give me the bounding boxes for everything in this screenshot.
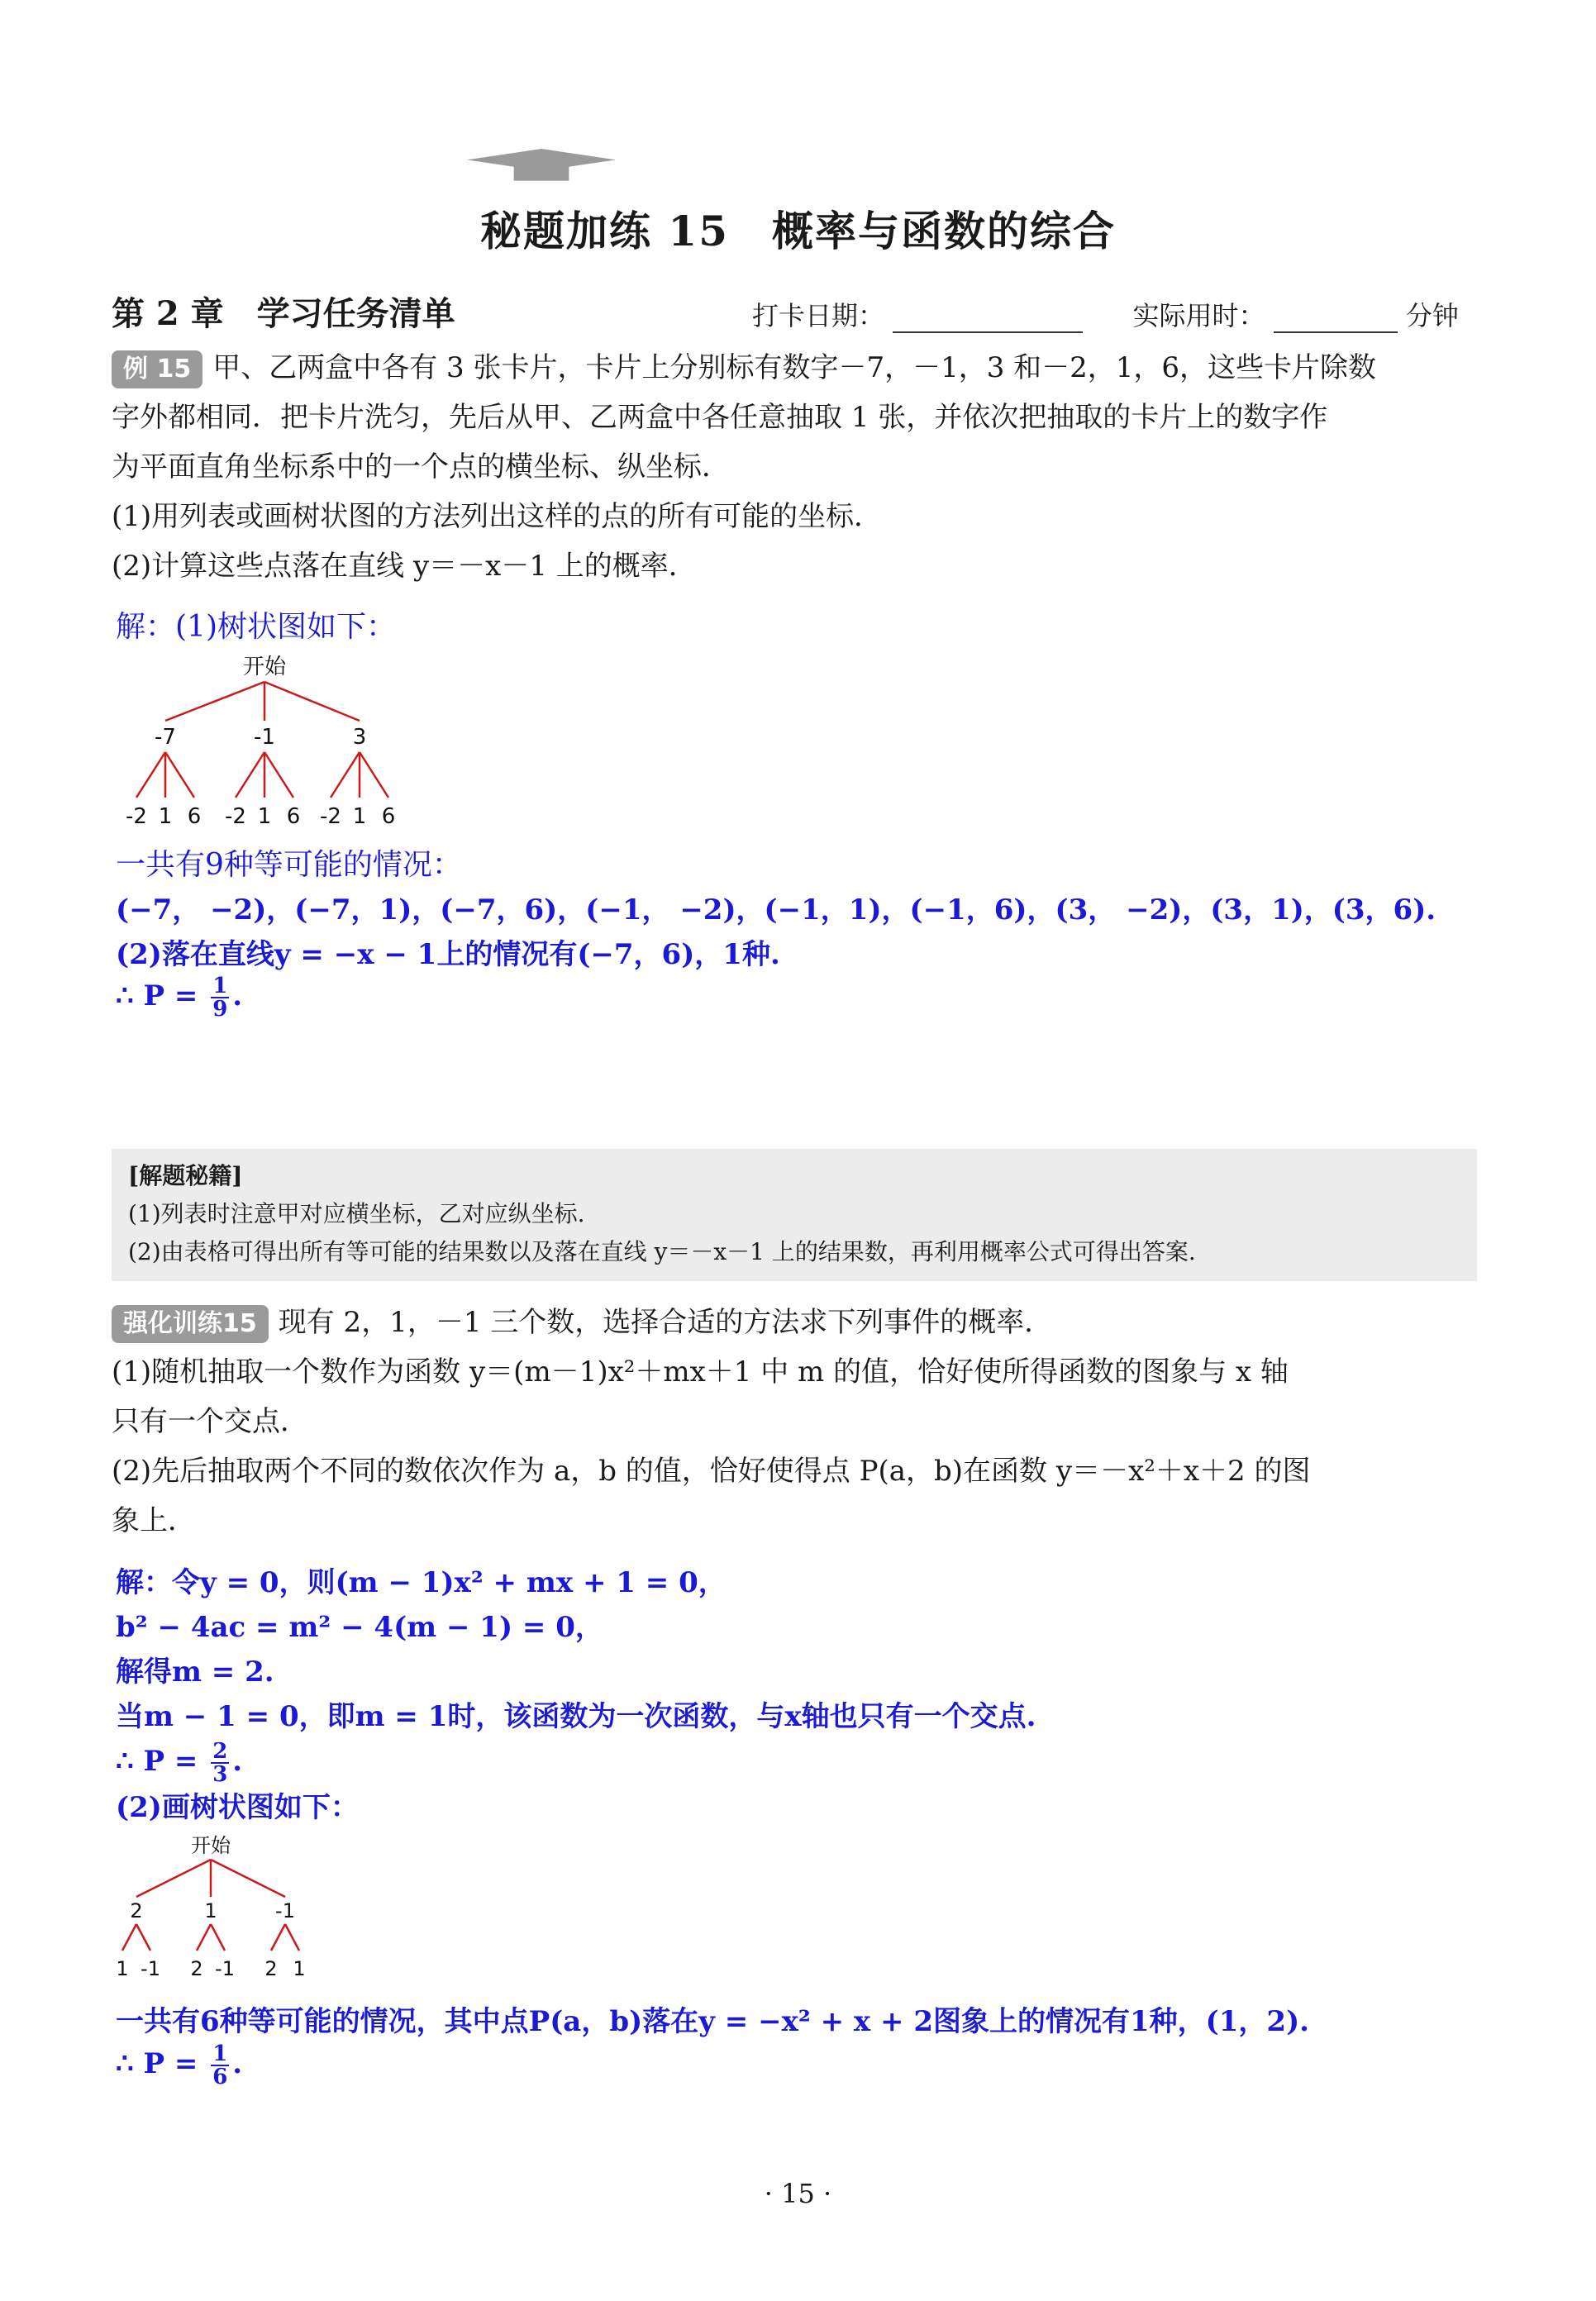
tree2-node: 1 — [204, 1899, 217, 1922]
tree2-root: 开始 — [191, 1834, 231, 1857]
answer2-line-5: (2)画树状图如下： — [116, 1791, 359, 1824]
tree1-node: 3 — [352, 725, 367, 750]
tree2-node: -1 — [275, 1899, 295, 1922]
tree2-leaf: -1 — [215, 1957, 235, 1980]
answer1-coordinates: (−7， −2)，(−7，1)，(−7，6)，(−1， −2)，(−1，1)，(−1，6)，(3， −2)，(3，1)，(3，6). — [116, 893, 1436, 927]
date-label: 打卡日期： — [752, 300, 885, 331]
tree1-node: -7 — [155, 725, 176, 750]
tree2-leaf: 1 — [293, 1957, 306, 1980]
tree1-leaf: 6 — [187, 804, 202, 829]
tree2-leaf: -1 — [141, 1957, 160, 1980]
answer1-line-1: 一共有9种等可能的情况： — [116, 848, 462, 882]
exercise-text — [112, 1298, 1484, 1546]
time-blank[interactable] — [1274, 305, 1398, 333]
chapter-heading: 第 2 章 学习任务清单 — [112, 294, 455, 333]
exercise-q1-line-1: (1)随机抽取一个数作为函数 y＝(m－1)x²＋mx＋1 中 m 的值，恰好使所得函数的图象与 x 轴 — [112, 1355, 1289, 1389]
answer2-line-6: 一共有6种等可能的情况，其中点P(a，b)落在y = −x² + x + 2图象上的情况有1种，(1，2). — [116, 2005, 1310, 2038]
answer1-intro: 解：(1)树状图如下： — [116, 610, 396, 644]
tip-line-1: (1)列表时注意甲对应横坐标，乙对应纵坐标. — [128, 1200, 585, 1227]
tree1-leaf: 1 — [257, 804, 272, 829]
tree1-leaf: 1 — [158, 804, 173, 829]
example-line-2: 字外都相同．把卡片洗匀，先后从甲、乙两盒中各任意抽取 1 张，并依次把抽取的卡片上的数字作 — [112, 401, 1328, 434]
time-label: 实际用时： — [1132, 300, 1265, 331]
example-text — [112, 343, 1484, 591]
exercise-badge: 强化训练15 — [112, 1305, 269, 1343]
tree1-leaf: 6 — [381, 804, 396, 829]
example-line-3: 为平面直角坐标系中的一个点的横坐标、纵坐标． — [112, 450, 730, 484]
time-unit: 分钟 — [1405, 300, 1459, 331]
tree2-leaf: 1 — [116, 1957, 129, 1980]
answer2-line-1: 解：令y = 0，则(m − 1)x² + mx + 1 = 0， — [116, 1566, 727, 1599]
answer2-line-4: 当m − 1 = 0，即m = 1时，该函数为一次函数，与x轴也只有一个交点. — [116, 1700, 1036, 1733]
tree-diagram-2 — [112, 1831, 326, 1996]
tree2-node: 2 — [130, 1899, 143, 1922]
exercise-q2-line-1: (2)先后抽取两个不同的数依次作为 a，b 的值，恰好使得点 P(a，b)在函数 y＝－x²＋x＋2 的图 — [112, 1455, 1311, 1488]
exercise-q2-line-2: 象上． — [112, 1504, 196, 1537]
tree2-leaf: 2 — [264, 1957, 278, 1980]
tree1-leaf: 1 — [352, 804, 367, 829]
graduation-cap-icon — [430, 149, 653, 182]
tree1-node: -1 — [254, 725, 275, 750]
solution-tip-box — [112, 1149, 1477, 1281]
exercise-line-1: 强化训练15 现有 2，1，－1 三个数，选择合适的方法求下列事件的概率． — [112, 1298, 1484, 1347]
answer2-line-3: 解得m = 2. — [116, 1655, 274, 1689]
tree-diagram-1 — [112, 645, 426, 843]
page-title: 秘题加练 15 概率与函数的综合 — [480, 207, 1116, 255]
example-question-2: (2)计算这些点落在直线 y＝－x－1 上的概率． — [112, 550, 697, 583]
answer2-block — [116, 1560, 1036, 1830]
tree1-leaf: -2 — [320, 804, 341, 829]
example-question-1: (1)用列表或画树状图的方法列出这样的点的所有可能的坐标． — [112, 500, 883, 533]
tree1-leaf: -2 — [126, 804, 147, 829]
answer2-probability-2: ∴ P = $\frac{1}{6}$ . — [116, 2041, 243, 2089]
date-blank[interactable] — [893, 305, 1083, 333]
page-number: · 15 · — [764, 2178, 832, 2209]
checkin-line — [752, 295, 1459, 333]
tree1-leaf: 6 — [286, 804, 301, 829]
tree2-leaf: 2 — [190, 1957, 203, 1980]
tip-heading: [解题秘籍] — [128, 1162, 243, 1189]
answer2-probability-1: ∴ P = $\frac{2}{3}$ . — [116, 1739, 243, 1787]
answer2-line-2: b² − 4ac = m² − 4(m − 1) = 0， — [116, 1611, 603, 1644]
example-badge: 例 15 — [112, 350, 202, 388]
title-block — [0, 149, 1596, 264]
answer1-line-3: (2)落在直线y = −x − 1上的情况有(−7，6)，1种. — [116, 938, 780, 971]
tip-line-2: (2)由表格可得出所有等可能的结果数以及落在直线 y＝－x－1 上的结果数，再利用概率公式可得出答案. — [128, 1238, 1196, 1265]
tree1-leaf: -2 — [225, 804, 246, 829]
answer1-probability: ∴ P = $\frac{1}{9}$ . — [116, 974, 243, 1022]
example-line-1: 例 15 甲、乙两盒中各有 3 张卡片，卡片上分别标有数字－7，－1，3 和－2，1，6，这些卡片除数 — [112, 343, 1484, 393]
tree1-root: 开始 — [242, 655, 287, 679]
exercise-q1-line-2: 只有一个交点． — [112, 1405, 308, 1438]
